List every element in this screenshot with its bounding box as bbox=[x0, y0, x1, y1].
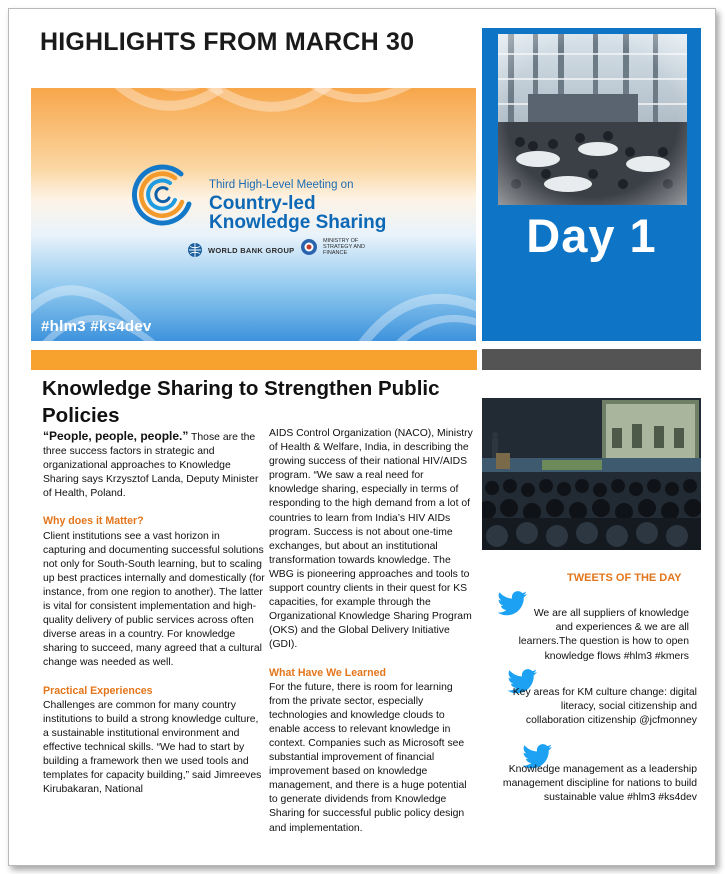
section-body-why: Client institutions see a vast horizon in capturing and documenting successful solutions not only for South-South learning, but to scaling up best practices internally and domestically (for instance, from one region to another). The latter is vital for consistent implementation and high-quality delivery of public services across often diverse areas in a country. For knowledge sharing to succeed, many agreed that a cultural change was needed as well. bbox=[43, 530, 265, 669]
article-title: Knowledge Sharing to Strengthen Public Policies bbox=[42, 377, 440, 427]
world-bank-label: WORLD BANK GROUP bbox=[208, 245, 295, 255]
day-panel bbox=[482, 28, 701, 341]
ministry-logo bbox=[300, 238, 365, 256]
banner-title bbox=[209, 194, 449, 232]
section-body-practical: Challenges are common for many country institutions to build a strong knowledge culture, a sustainable institutional environment and effective technical skills. “We had to start by building a framework then we used tools and templates for capacity building,” said Jimreeves Kirubakaran, National bbox=[43, 699, 262, 796]
event-banner bbox=[31, 88, 476, 341]
page-headline: HIGHLIGHTS FROM MARCH 30 bbox=[40, 28, 415, 56]
banner-hashtags: #hlm3 #ks4dev bbox=[41, 318, 152, 335]
conference-photo-image bbox=[482, 398, 701, 550]
article-column-2 bbox=[269, 427, 476, 836]
tweets-heading: TWEETS OF THE DAY bbox=[567, 572, 682, 584]
lead-text: Those are the three success factors in strategic and organizational approaches to Knowledge Sharing says Krzysztof Landa, Deputy Minister of Health, Poland. bbox=[43, 432, 259, 500]
tweet-text: Knowledge management as a leadership management discipline for nations to build sustainable value #hlm3 #ks4dev bbox=[502, 764, 697, 804]
world-bank-logo bbox=[187, 240, 294, 260]
tweet-text: Key areas for KM culture change: digital literacy, social citizenship and collaboration citizenship @jcfmonney bbox=[512, 687, 697, 727]
day-label: Day 1 bbox=[526, 209, 657, 262]
globe-icon bbox=[187, 242, 203, 258]
venue-photo-image bbox=[498, 34, 687, 205]
lead-quote: “People, people, people.” bbox=[43, 429, 189, 443]
article-column-1 bbox=[43, 429, 265, 797]
gray-divider-bar bbox=[482, 349, 701, 370]
ministry-label: MINISTRY OF STRATEGY AND FINANCE bbox=[323, 238, 365, 256]
section-heading-learned: What Have We Learned bbox=[269, 666, 386, 679]
ministry-emblem-icon bbox=[300, 238, 318, 256]
section-body-learned: For the future, there is room for learning from the private sector, especially technologies and knowledge clouds to enable access to relevant knowledge in context. Companies such as Microsoft see substantial improvement of financial improvement based on knowledge management, and there is a huge potential to generate dividends from Knowledge Sharing for successful public policy design and implementation. bbox=[269, 681, 467, 834]
conference-photo bbox=[482, 398, 701, 550]
column-2-body: AIDS Control Organization (NACO), Ministry of Health & Welfare, India, in describing the growing success of their national HIV/AIDS program. “We saw a real need for knowledge sharing, especially in terms of responding to the high demand from a lot of countries to learn from India’s HIV AIDs program. Success is not about one-time exchanges, but about an institutional transformation towards knowledge. The WBG is pioneering approaches and tools to support country clients in their quest for KS capacities, for example through the Organizational Knowledge Sharing Program (OKS) and the Global Delivery Initiative (GDI). bbox=[269, 428, 473, 651]
banner-title-line-2: Knowledge Sharing bbox=[209, 212, 387, 233]
knowledge-sharing-logo-icon bbox=[127, 158, 201, 232]
lead-paragraph bbox=[43, 429, 265, 501]
tweet-text: We are all suppliers of knowledge and experiences & we are all learners.The question is how to open knowledge flows #hlm3 #kmers bbox=[518, 608, 689, 662]
banner-subtitle: Third High-Level Meeting on bbox=[209, 179, 354, 191]
banner-title-line-1: Country-led bbox=[209, 193, 316, 214]
venue-photo bbox=[498, 34, 687, 205]
section-heading-why: Why does it Matter? bbox=[43, 515, 144, 528]
orange-divider-bar bbox=[31, 350, 477, 370]
section-heading-practical: Practical Experiences bbox=[43, 684, 153, 697]
